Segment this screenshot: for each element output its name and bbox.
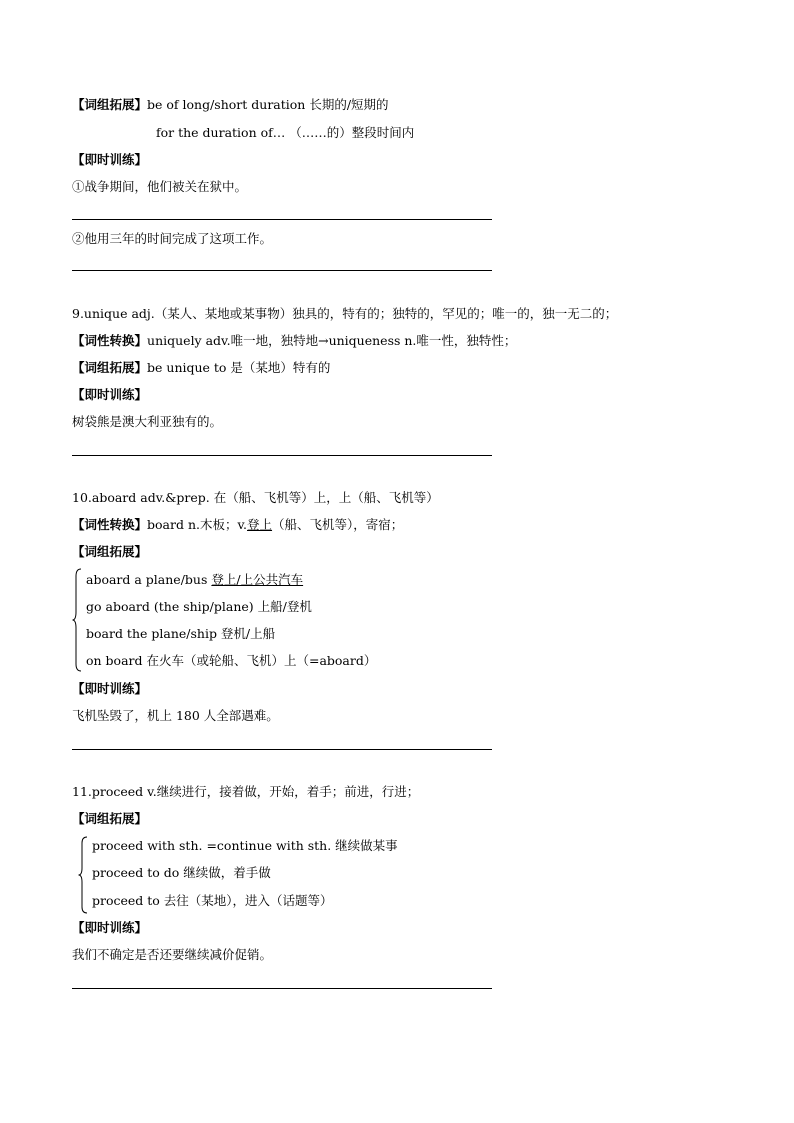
phrase-item: go aboard (the ship/plane) 上船/登机	[86, 599, 312, 614]
convert-underlined: 登上	[247, 517, 273, 532]
label-practice: 【即时训练】	[72, 681, 148, 696]
expand-text: be unique to 是（某地）特有的	[147, 360, 331, 375]
label-practice: 【即时训练】	[72, 387, 148, 402]
label-practice: 【即时训练】	[72, 920, 148, 935]
phrase-item: proceed to do 继续做，着手做	[92, 865, 271, 880]
convert-text: board n.木板；v.	[147, 517, 248, 532]
convert-text-post: （船、飞机等），寄宿；	[272, 517, 404, 532]
convert-text: uniquely adv.唯一地，独特地→uniqueness n.唯一性，独特性；	[147, 333, 517, 348]
question-1: ①战争期间，他们被关在狱中。	[72, 179, 248, 194]
phrase-item: proceed with sth. =continue with sth. 继续做某事	[92, 838, 398, 853]
answer-line	[72, 749, 492, 750]
label-word-convert: 【词性转换】	[72, 333, 148, 348]
label-practice: 【即时训练】	[72, 152, 148, 167]
phrase-en: aboard a plane/bus	[86, 572, 212, 587]
item9-question: 树袋熊是澳大利亚独有的。	[72, 414, 223, 429]
question-2: ②他用三年的时间完成了这项工作。	[72, 231, 273, 246]
answer-line	[72, 219, 492, 220]
item10-question: 飞机坠毁了，机上 180 人全部遇难。	[72, 708, 279, 723]
label-phrase-expand: 【词组拓展】	[72, 97, 148, 112]
answer-line	[72, 988, 492, 989]
phrase-item: proceed to 去往（某地），进入（话题等）	[92, 893, 333, 908]
item9-head: 9.unique adj.（某人、某地或某事物）独具的，特有的；独特的，罕见的；唯一的，独一无二的；	[72, 306, 618, 321]
item9-expand-line	[72, 360, 330, 376]
item10-head: 10.aboard adv.&prep. 在（船、飞机等）上，上（船、飞机等）	[72, 490, 439, 505]
expand-text: be of long/short duration 长期的/短期的	[147, 97, 389, 112]
answer-line	[72, 455, 492, 456]
label-phrase-expand: 【词组拓展】	[72, 544, 148, 559]
answer-line	[72, 270, 492, 271]
phrase-item: board the plane/ship 登机/上船	[86, 626, 276, 641]
item9-convert-line	[72, 333, 516, 349]
label-word-convert: 【词性转换】	[72, 517, 148, 532]
item10-convert-line	[72, 517, 403, 533]
phrase-item	[86, 572, 303, 588]
phrase-item: on board 在火车（或轮船、飞机）上（=aboard）	[86, 653, 377, 668]
curly-brace	[78, 836, 86, 914]
curly-brace	[72, 568, 80, 672]
label-phrase-expand: 【词组拓展】	[72, 811, 148, 826]
phrase-zh-underlined: 登上/上公共汽车	[211, 572, 304, 587]
expand-line-2: for the duration of… （……的）整段时间内	[156, 125, 415, 140]
expand-line-1	[72, 97, 389, 113]
label-phrase-expand: 【词组拓展】	[72, 360, 148, 375]
item11-head: 11.proceed v.继续进行，接着做，开始，着手；前进，行进；	[72, 784, 420, 799]
item11-question: 我们不确定是否还要继续减价促销。	[72, 947, 273, 962]
